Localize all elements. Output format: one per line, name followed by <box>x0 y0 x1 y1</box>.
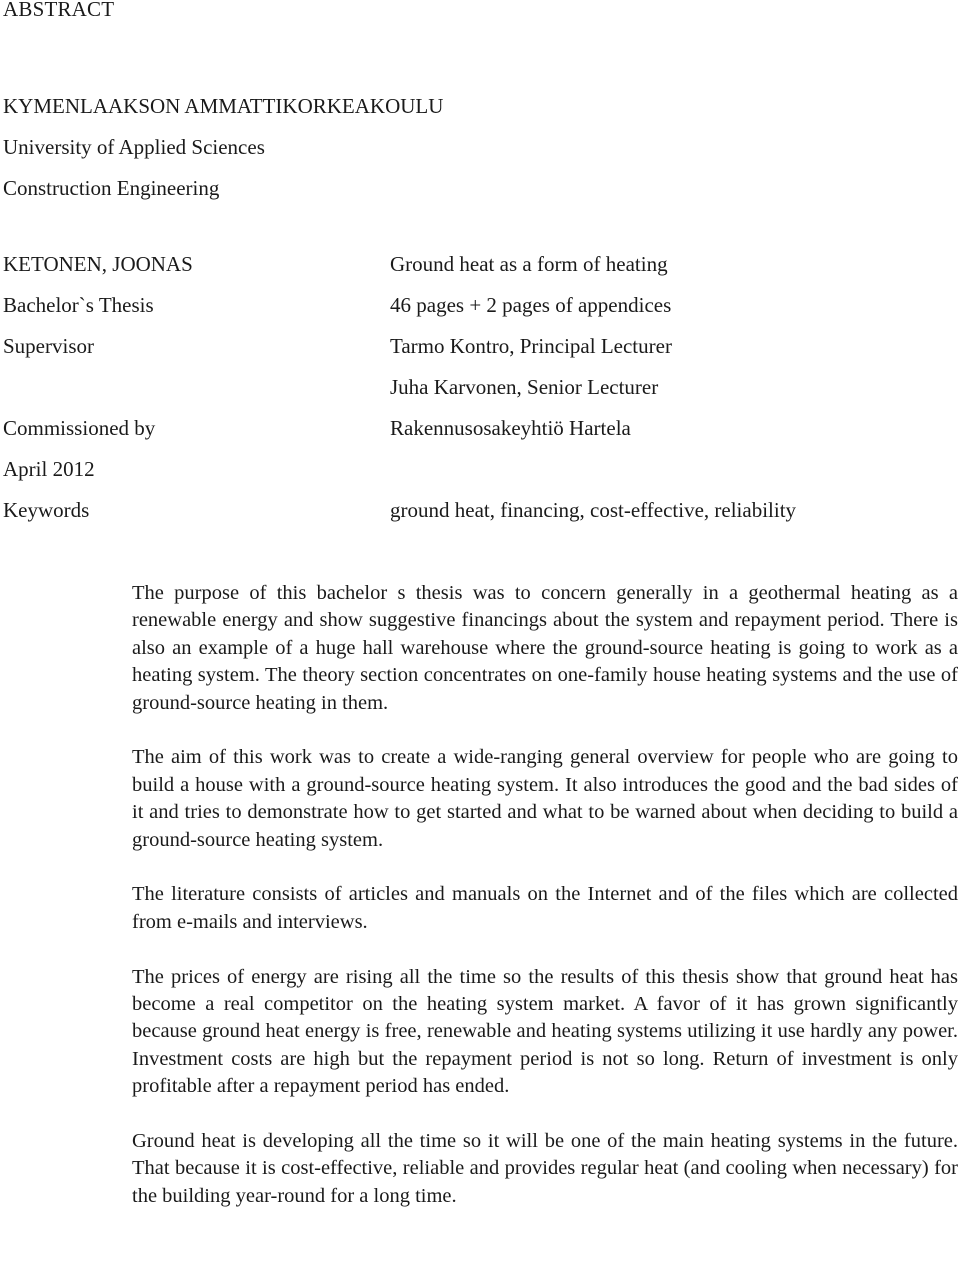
abstract-paragraph: The prices of energy are rising all the time so the results of this thesis show that ground heat has become a real competitor on the heating system market. A favor of it has grown significantly because ground heat energy is free, renewable and heating systems utilizing it use hardly any power. Investment costs are high but the repayment period is not so long. Return of investment is only profitable after a repayment period has ended. <box>132 965 958 1098</box>
department: Construction Engineering <box>3 176 220 200</box>
page-count: 46 pages + 2 pages of appendices <box>390 293 672 317</box>
abstract-paragraph: Ground heat is developing all the time so it will be one of the main heating systems in the future. That because it is cost-effective, reliable and provides regular heat (and cooling when necessary) for the building year-round for a long time. <box>132 1130 958 1207</box>
author-label: KETONEN, JOONAS <box>3 252 193 276</box>
thesis-type-label: Bachelor`s Thesis <box>3 293 154 317</box>
commissioner: Rakennusosakeyhtiö Hartela <box>390 416 631 440</box>
institution-name: KYMENLAAKSON AMMATTIKORKEAKOULU <box>3 94 444 118</box>
abstract-body <box>132 580 958 1210</box>
supervisor-primary: Tarmo Kontro, Principal Lecturer <box>390 334 672 358</box>
commissioned-label: Commissioned by <box>3 416 156 440</box>
institution-subtitle: University of Applied Sciences <box>3 135 265 159</box>
institution-block <box>3 86 443 209</box>
abstract-paragraph: The aim of this work was to create a wide-ranging general overview for people who are going to build a house with a ground-source heating system. It also introduces the good and the bad sides of it and tries to demonstrate how to get started and what to be warned about when deciding to build a ground-source heating system. <box>132 746 958 851</box>
keywords: ground heat, financing, cost-effective, reliability <box>390 498 797 522</box>
abstract-heading: ABSTRACT <box>3 0 115 21</box>
date: April 2012 <box>3 457 95 481</box>
supervisor-secondary: Juha Karvonen, Senior Lecturer <box>390 375 659 399</box>
thesis-title: Ground heat as a form of heating <box>390 252 668 276</box>
supervisor-label: Supervisor <box>3 334 94 358</box>
abstract-paragraph: The purpose of this bachelor s thesis was to concern generally in a geothermal heating as a renewable energy and show suggestive financings about the system and repayment period. There is also an example of a huge hall warehouse where the ground-source heating is going to work as a heating system. The theory section concentrates on one-family house heating systems and the use of ground-source heating in them. <box>132 582 958 714</box>
abstract-paragraph: The literature consists of articles and manuals on the Internet and of the files which are collected from e-mails and interviews. <box>132 883 958 933</box>
keywords-label: Keywords <box>3 498 90 522</box>
